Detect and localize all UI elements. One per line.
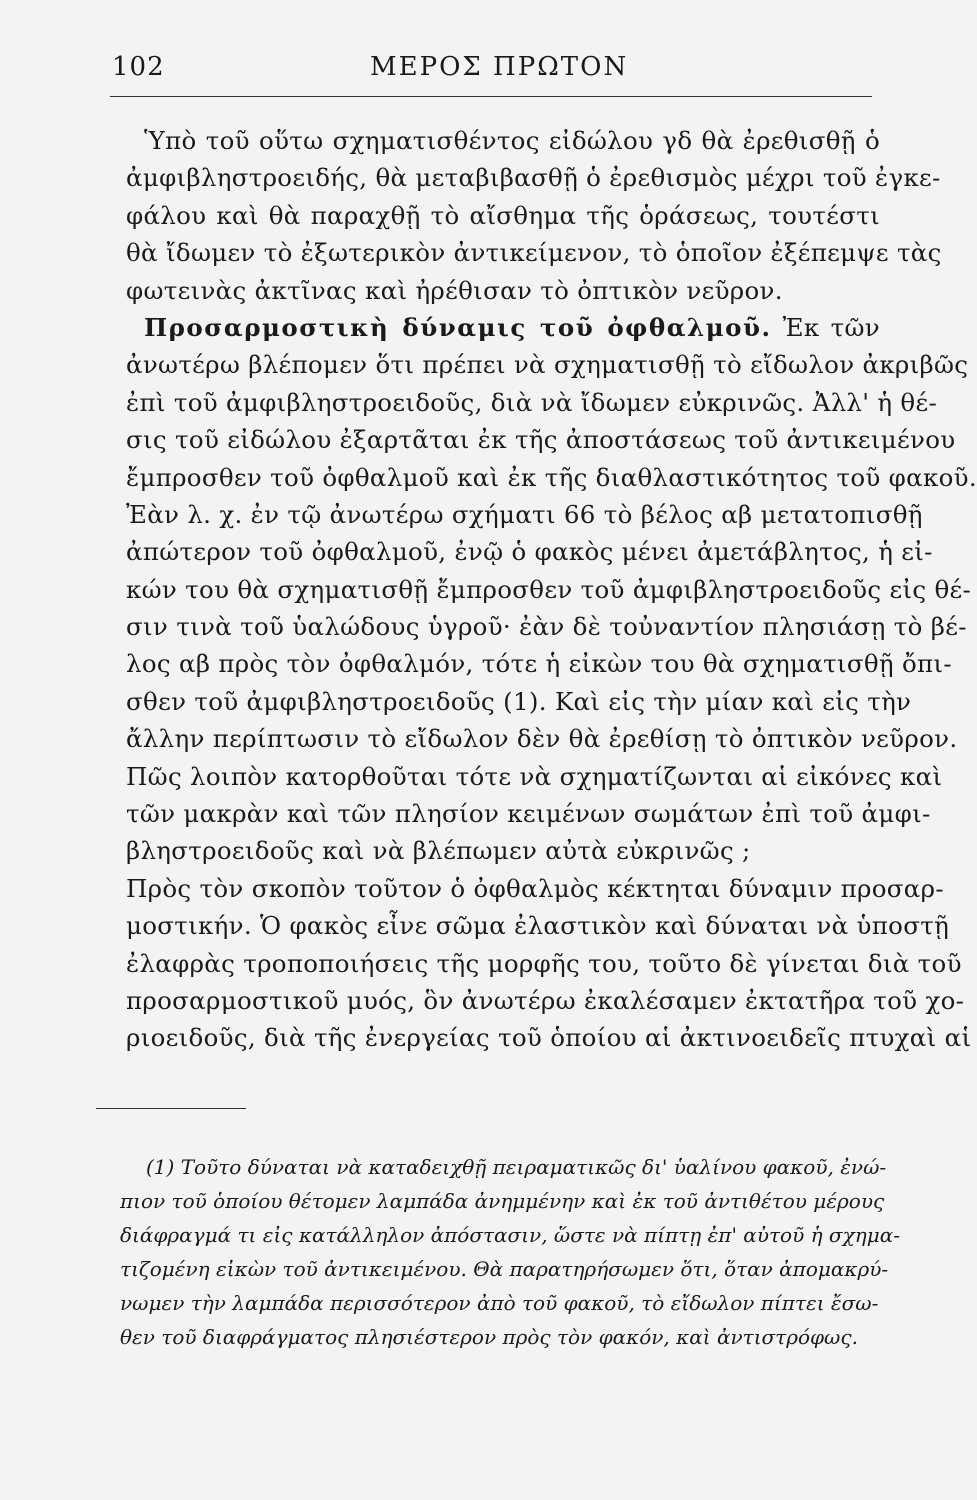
body-line: ἐλαφρὰς τροποποιήσεις τῆς μορφῆς του, τοῦτο δὲ γίνεται διὰ τοῦ [126,948,962,978]
body-line: μοστικήν. Ὁ φακὸς εἶνε σῶμα ἐλαστικὸν καὶ δύναται νὰ ὑποστῇ [126,911,950,941]
body-line: σθεν τοῦ ἀμφιβληστροειδοῦς (1). Καὶ εἰς τὴν μίαν καὶ εἰς τὴν [126,686,912,716]
body-line: Πρὸς τὸν σκοπὸν τοῦτον ὁ ὀφθαλμὸς κέκτηται δύναμιν προσαρ- [126,873,944,903]
body-line: τῶν μακρὰν καὶ τῶν πλησίον κειμένων σωμάτων ἐπὶ τοῦ ἀμφι- [126,799,931,829]
footnote [120,1150,900,1354]
footnote-rule [96,1108,246,1109]
header-rule [110,96,872,97]
footnote-line: διάφραγμά τι εἰς κατάλληλον ἀπόστασιν, ὥστε νὰ πίπτῃ ἐπ' αὐτοῦ ἡ σχημα- [120,1223,900,1247]
body-line: ἐπὶ τοῦ ἀμφιβληστροειδοῦς, διὰ νὰ ἴδωμεν εὐκρινῶς. Ἀλλ' ἡ θέ- [126,387,938,417]
body-line: Ἐὰν λ. χ. ἐν τῷ ἀνωτέρω σχήματι 66 τὸ βέλος αβ μετατοπισθῇ [126,499,923,529]
body-line: ἀνωτέρω βλέπομεν ὅτι πρέπει νὰ σχηματισθῇ τὸ εἴδωλον ἀκριβῶς [126,350,969,380]
section-heading: Προσαρμοστικὴ δύναμις τοῦ ὀφθαλμοῦ. [144,312,772,342]
page-number: 102 [112,52,165,82]
footnote-line: τιζομένη εἰκὼν τοῦ ἀντικειμένου. Θὰ παρατηρήσωμεν ὅτι, ὅταν ἀπομακρύ- [120,1257,889,1281]
body-line: προσαρμοστικοῦ μυός, ὃν ἀνωτέρω ἐκαλέσαμεν ἐκτατῆρα τοῦ χο- [126,985,965,1015]
footnote-line: θεν τοῦ διαφράγματος πλησιέστερον πρὸς τὸν φακόν, καὶ ἀντιστρόφως. [120,1325,858,1349]
body-line: σις τοῦ εἰδώλου ἐξαρτᾶται ἐκ τῆς ἀποστάσεως τοῦ ἀντικειμένου [126,425,956,455]
body-line: ἀμφιβληστροειδής, θὰ μεταβιβασθῇ ὁ ἐρεθισμὸς μέχρι τοῦ ἐγκε- [126,163,941,193]
body-line: λος αβ πρὸς τὸν ὀφθαλμόν, τότε ἡ εἰκὼν του θὰ σχηματισθῇ ὄπι- [126,649,952,679]
body-line: φωτεινὰς ἀκτῖνας καὶ ἠρέθισαν τὸ ὀπτικὸν νεῦρον. [126,275,783,305]
body-line: σιν τινὰ τοῦ ὑαλώδους ὑγροῦ· ἐὰν δὲ τοὐναντίον πλησιάσῃ τὸ βέ- [126,612,967,642]
running-head: ΜΕΡΟΣ ΠΡΩΤΟΝ [370,52,629,82]
footnote-line: πιον τοῦ ὁποίου θέτομεν λαμπάδα ἀνημμένην καὶ ἐκ τοῦ ἀντιθέτου μέρους [120,1189,885,1213]
body-line: ἀπώτερον τοῦ ὀφθαλμοῦ, ἐνῷ ὁ φακὸς μένει ἀμετάβλητος, ἡ εἰ- [126,537,933,567]
body-line: Ὑπὸ τοῦ οὕτω σχηματισθέντος εἰδώλου γδ θὰ ἐρεθισθῇ ὁ [144,126,880,155]
footnote-line: (1) Τοῦτο δύναται νὰ καταδειχθῇ πειραματικῶς δι' ὑαλίνου φακοῦ, ἐνώ- [146,1155,887,1179]
page-header [112,52,872,92]
body-line: Πῶς λοιπὸν κατορθοῦται τότε νὰ σχηματίζωνται αἱ εἰκόνες καὶ [126,761,943,791]
body-line: ἄλλην περίπτωσιν τὸ εἴδωλον δὲν θὰ ἐρεθίσῃ τὸ ὀπτικὸν νεῦρον. [126,724,958,754]
body-line: κών του θὰ σχηματισθῇ ἔμπροσθεν τοῦ ἀμφιβληστροειδοῦς εἰς θέ- [126,574,972,604]
section-heading-line: Προσαρμοστικὴ δύναμις τοῦ ὀφθαλμοῦ. Ἐκ τῶν [144,312,880,342]
body-text [126,122,977,1057]
body-line: ἔμπροσθεν τοῦ ὀφθαλμοῦ καὶ ἐκ τῆς διαθλαστικότητος τοῦ φακοῦ. [126,462,977,492]
body-line: φάλου καὶ θὰ παραχθῇ τὸ αἴσθημα τῆς ὁράσεως, τουτέστι [126,200,880,230]
body-line: ριοειδοῦς, διὰ τῆς ἐνεργείας τοῦ ὁποίου αἱ ἀκτινοειδεῖς πτυχαὶ αἱ [126,1023,972,1053]
body-line: βληστροειδοῦς καὶ νὰ βλέπωμεν αὐτὰ εὐκρινῶς ; [126,836,751,866]
body-line: θὰ ἴδωμεν τὸ ἐξωτερικὸν ἀντικείμενον, τὸ ὁποῖον ἐξέπεμψε τὰς [126,238,942,268]
footnote-line: νωμεν τὴν λαμπάδα περισσότερον ἀπὸ τοῦ φακοῦ, τὸ εἴδωλον πίπτει ἔσω- [120,1291,879,1315]
